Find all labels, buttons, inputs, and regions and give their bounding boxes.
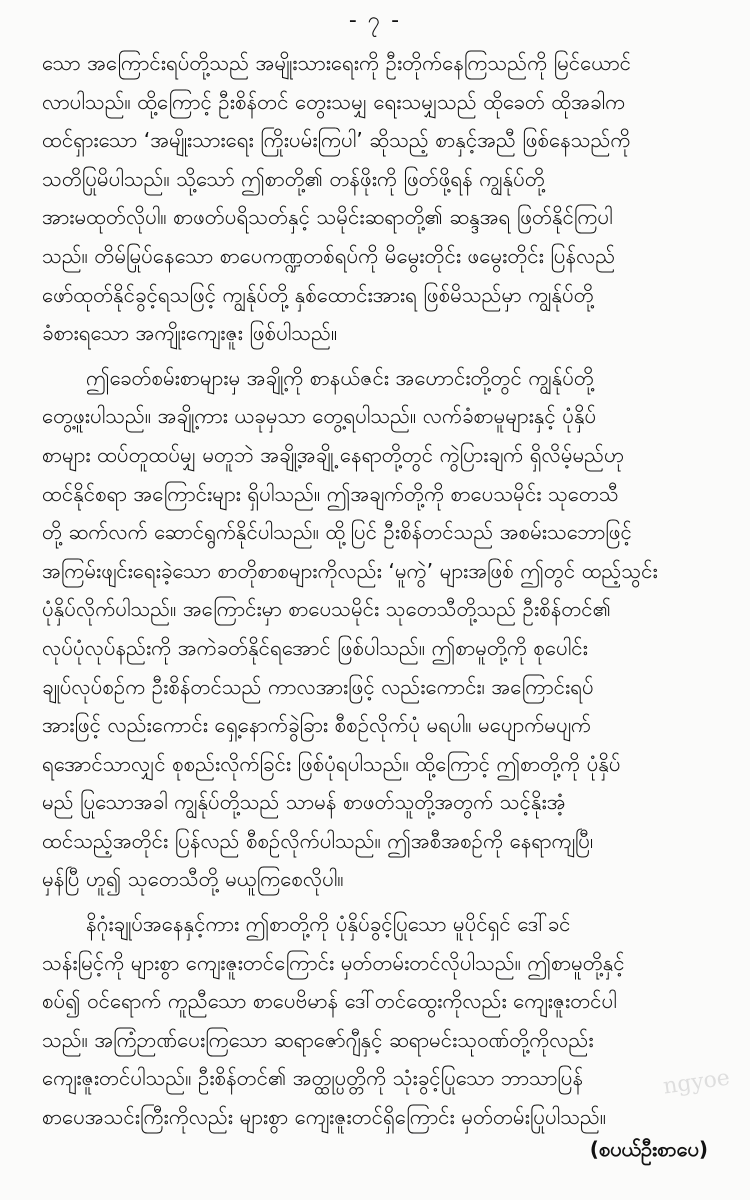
paragraph (42, 44, 710, 353)
paragraph (42, 905, 710, 1137)
text-line: အားဖြင့် လည်းကောင်း ရှေ့နောက်ခွဲခြား စီစဉ်လိုက်ပုံ မရပါ။ မပျောက်မပျက် (42, 713, 591, 738)
text-line: ကျေးဇူးတင်ပါသည်။ ဦးစိန်တင်၏ အတ္ထုပ္ပတ္တိကို သုံးခွင့်ပြုသော ဘာသာပြန် (42, 1066, 584, 1091)
text-line: ထင်နိုင်စရာ အကြောင်းများ ရှိပါသည်။ ဤအချက်တို့ကို စာပေသမိုင်း သုတေသီ (42, 481, 619, 506)
text-line: ဖော်ထုတ်နိုင်ခွင့်ရသဖြင့် ကျွန်ုပ်တို့ နှစ်ထောင်းအားရ ဖြစ်မိသည်မှာ ကျွန်ုပ်တို့ (42, 282, 594, 307)
watermark: ngyoe (661, 1065, 732, 1100)
text-line: သည်။ အကြံဉာဏ်ပေးကြသော ဆရာဇော်ဂျီနှင့် ဆရာမင်းသုဝဏ်တို့ကိုလည်း (42, 1027, 594, 1052)
text-line: တို့ ဆက်လက် ဆောင်ရွက်နိုင်ပါသည်။ ထို့ပြင် ဦးစိန်တင်သည် အစမ်းသဘောဖြင့် (42, 520, 632, 545)
text-line: ရအောင်သာလျှင် စုစည်းလိုက်ခြင်း ဖြစ်ပုံရပါသည်။ ထို့ကြောင့် ဤစာတို့ကို ပုံနှိပ် (42, 751, 621, 776)
text-line: ထင်သည့်အတိုင်း ပြန်လည် စီစဉ်လိုက်ပါသည်။ ဤအစီအစဉ်ကို နေရာကျပြီ၊ (42, 828, 594, 853)
body-text (42, 44, 710, 1143)
publisher-signature: (စပယ်ဦးစာပေ) (589, 1137, 708, 1161)
text-line: ပုံနှိပ်လိုက်ပါသည်။ အကြောင်းမှာ စာပေသမိုင်း သုတေသီတို့သည် ဦးစိန်တင်၏ (42, 597, 611, 622)
text-line: စပ်၍ ဝင်ရောက် ကူညီသော စာပေဗိမာန် ဒေါ်တင်ထွေးကိုလည်း ကျေးဇူးတင်ပါ (42, 989, 617, 1014)
page-number: - ၇ - (348, 8, 402, 33)
text-line: စာပေအသင်းကြီးကိုလည်း များစွာ ကျေးဇူးတင်ရှိကြောင်း မှတ်တမ်းပြုပါသည်။ (42, 1105, 607, 1130)
text-line: သော အကြောင်းရပ်တို့သည် အမျိုးသားရေးကို ဦးတိုက်နေကြသည်ကို မြင်ယောင် (42, 51, 631, 75)
text-line: နိဂုံးချုပ်အနေနှင့်ကား ဤစာတို့ကို ပုံနှိပ်ခွင့်ပြုသော မူပိုင်ရှင် ဒေါ်ခင် (86, 912, 571, 937)
text-line: အားမထုတ်လိုပါ။ စာဖတ်ပရိသတ်နှင့် သမိုင်းဆရာတို့၏ ဆန္ဒအရ ဖြတ်နိုင်ကြပါ (42, 205, 613, 230)
text-line: သည်။ တိမ်မြုပ်နေသော စာပေကဏ္ဍတစ်ရပ်ကို မိမွေးတိုင်း ဖမွေးတိုင်း ပြန်လည် (42, 243, 616, 268)
text-line: အကြမ်းဖျင်းရေးခဲ့သော စာတိုစာစများကိုလည်း ‘မူကွဲ’ များအဖြစ် ဤတွင် ထည့်သွင်း (42, 558, 658, 583)
text-line: လုပ်ပုံလုပ်နည်းကို အကဲခတ်နိုင်ရအောင် ဖြစ်ပါသည်။ ဤစာမူတို့ကို စုပေါင်း (42, 635, 588, 660)
text-line: ချုပ်လုပ်စဉ်က ဦးစိန်တင်သည် ကာလအားဖြင့် လည်းကောင်း၊ အကြောင်းရပ် (42, 674, 594, 699)
text-line: ထင်ရှားသော ‘အမျိုးသားရေး ကြိုးပမ်းကြပါ’ ဆိုသည့် စာနှင့်အညီ ဖြစ်နေသည်ကို (42, 128, 631, 153)
text-line: သတိပြုမိပါသည်။ သို့သော် ဤစာတို့၏ တန်ဖိုးကို ဖြတ်ဖို့ရန် ကျွန်ုပ်တို့ (42, 166, 545, 191)
text-line: မည် ပြုသောအခါ ကျွန်ုပ်တို့သည် သာမန် စာဖတ်သူတို့အတွက် သင့်နိုးအံ့ (42, 790, 566, 815)
text-line: မှန်ပြီ ဟူ၍ သုတေသီတို့ မယူကြစေလိုပါ။ (42, 867, 344, 892)
text-line: သန်းမြင့်ကို များစွာ ကျေးဇူးတင်ကြောင်း မှတ်တမ်းတင်လိုပါသည်။ ဤစာမူတို့နှင့် (42, 950, 625, 975)
paragraph (42, 359, 710, 899)
text-line: စာများ ထပ်တူထပ်မျှ မတူဘဲ အချို့အချို့ နေရာတို့တွင် ကွဲပြားချက် ရှိလိမ့်မည်ဟု (42, 442, 625, 467)
text-line: ခံစားရသော အကျိုးကျေးဇူး ဖြစ်ပါသည်။ (42, 321, 338, 346)
text-line: တွေ့ဖူးပါသည်။ အချို့ကား ယခုမှသာ တွေ့ရပါသည်။ လက်ခံစာမူများနှင့် ပုံနှိပ် (42, 404, 597, 429)
text-line: လာပါသည်။ ထို့ကြောင့် ဦးစိန်တင် တွေးသမျှ ရေးသမျှသည် ထိုခေတ် ထိုအခါက (42, 89, 626, 114)
text-line: ဤခေတ်စမ်းစာများမှ အချို့ကို စာနယ်ဇင်း အဟောင်းတို့တွင် ကျွန်ုပ်တို့ (86, 365, 594, 390)
